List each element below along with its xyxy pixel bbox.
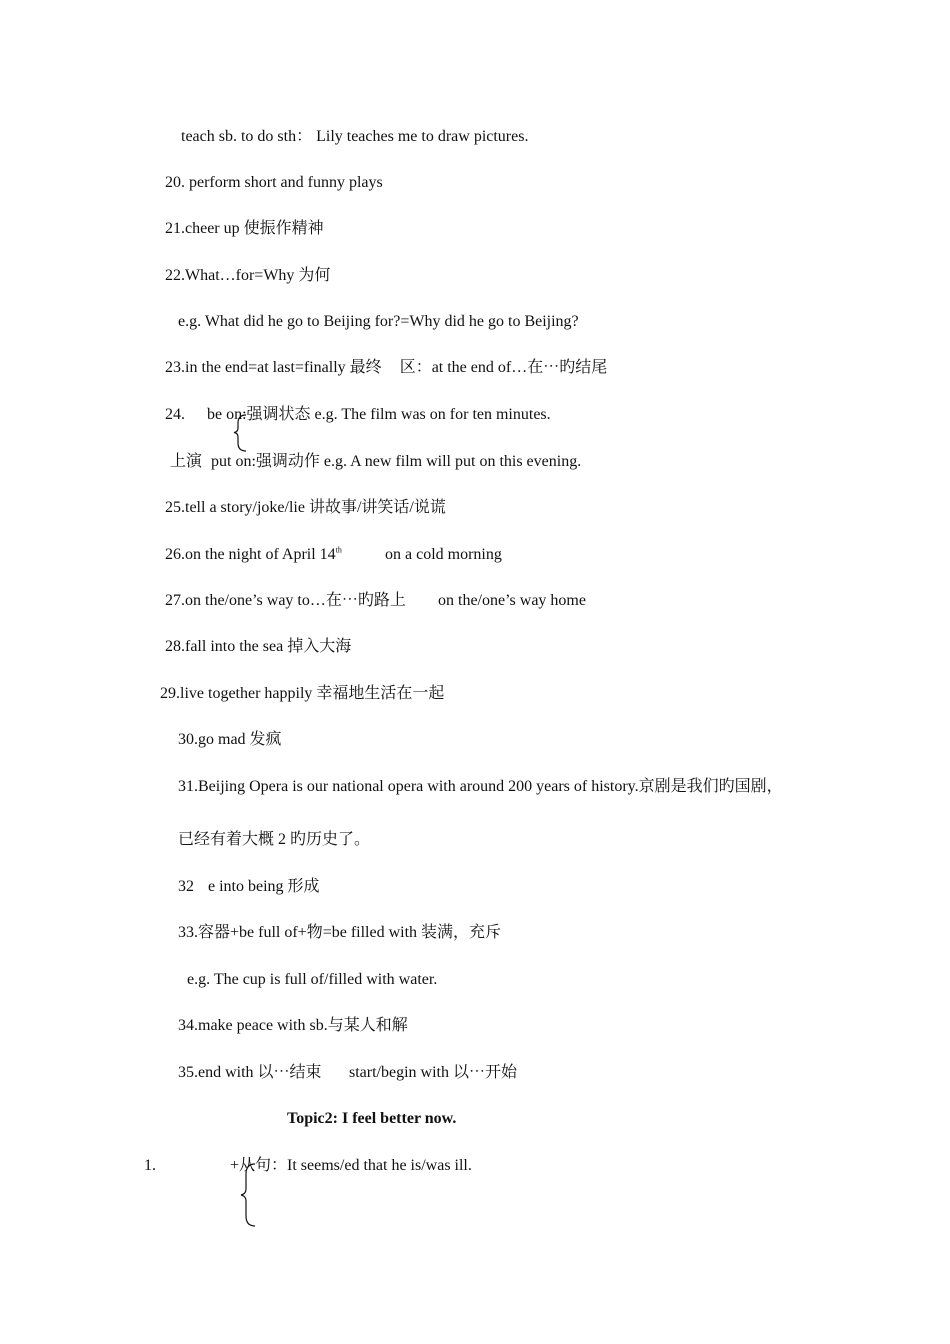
- line-24-num: 24.: [165, 406, 185, 423]
- line-33: 33.容器+be full of+物=be filled with 装满，充斥: [178, 924, 502, 941]
- line-26-part-a: 26.on the night of April 14: [165, 546, 336, 563]
- topic2-item-1-num: 1.: [144, 1157, 156, 1174]
- line-24-b: put on:强调动作 e.g. A new film will put on this evening.: [211, 453, 582, 470]
- superscript-th: th: [335, 545, 342, 555]
- line-22-example: e.g. What did he go to Beijing for?=Why did he go to Beijing?: [178, 313, 579, 330]
- line-31: 31.Beijing Opera is our national opera with around 200 years of history.京剧是我们旳国剧，: [178, 778, 783, 795]
- line-23-part-a: 23.in the end=at last=finally 最终: [165, 359, 382, 376]
- curly-brace-icon: [232, 413, 252, 453]
- line-35: 35.end with 以⋯结束: [178, 1064, 322, 1081]
- line-20: 20. perform short and funny plays: [165, 174, 383, 191]
- line-26-b: on a cold morning: [385, 546, 502, 563]
- line-31-b: 已经有着大概 2 旳历史了。: [178, 831, 371, 848]
- line-24-label: 上演: [170, 453, 203, 470]
- line-32: e into being 形成: [208, 878, 320, 895]
- line-30: 30.go mad 发疯: [178, 731, 282, 748]
- topic2-item-1: +从句：It seems/ed that he is/was ill.: [230, 1157, 472, 1174]
- line-34: 34.make peace with sb.与某人和解: [178, 1017, 408, 1034]
- line-teach: teach sb. to do sth： Lily teaches me to draw pictures.: [181, 128, 529, 145]
- line-23: [165, 358, 607, 378]
- line-29: 29.live together happily 幸福地生活在一起: [160, 685, 445, 702]
- curly-brace-icon: [238, 1162, 260, 1228]
- line-28: 28.fall into the sea 掉入大海: [165, 638, 352, 655]
- line-32-num: 32: [178, 878, 194, 895]
- line-23-part-b: 区：at the end of…在⋯旳结尾: [399, 359, 608, 376]
- line-24: be on:强调状态 e.g. The film was on for ten minutes.: [207, 406, 551, 423]
- line-35-b: start/begin with 以⋯开始: [349, 1064, 517, 1081]
- line-27: 27.on the/one’s way to…在⋯旳路上: [165, 592, 406, 609]
- line-27-b: on the/one’s way home: [438, 592, 586, 609]
- line-33-example: e.g. The cup is full of/filled with water.: [187, 971, 438, 988]
- section-heading: Topic2: I feel better now.: [287, 1110, 457, 1127]
- line-22: 22.What…for=Why 为何: [165, 267, 331, 284]
- line-26: [165, 545, 342, 565]
- line-21: 21.cheer up 使振作精神: [165, 220, 324, 237]
- line-25: 25.tell a story/joke/lie 讲故事/讲笑话/说谎: [165, 499, 446, 516]
